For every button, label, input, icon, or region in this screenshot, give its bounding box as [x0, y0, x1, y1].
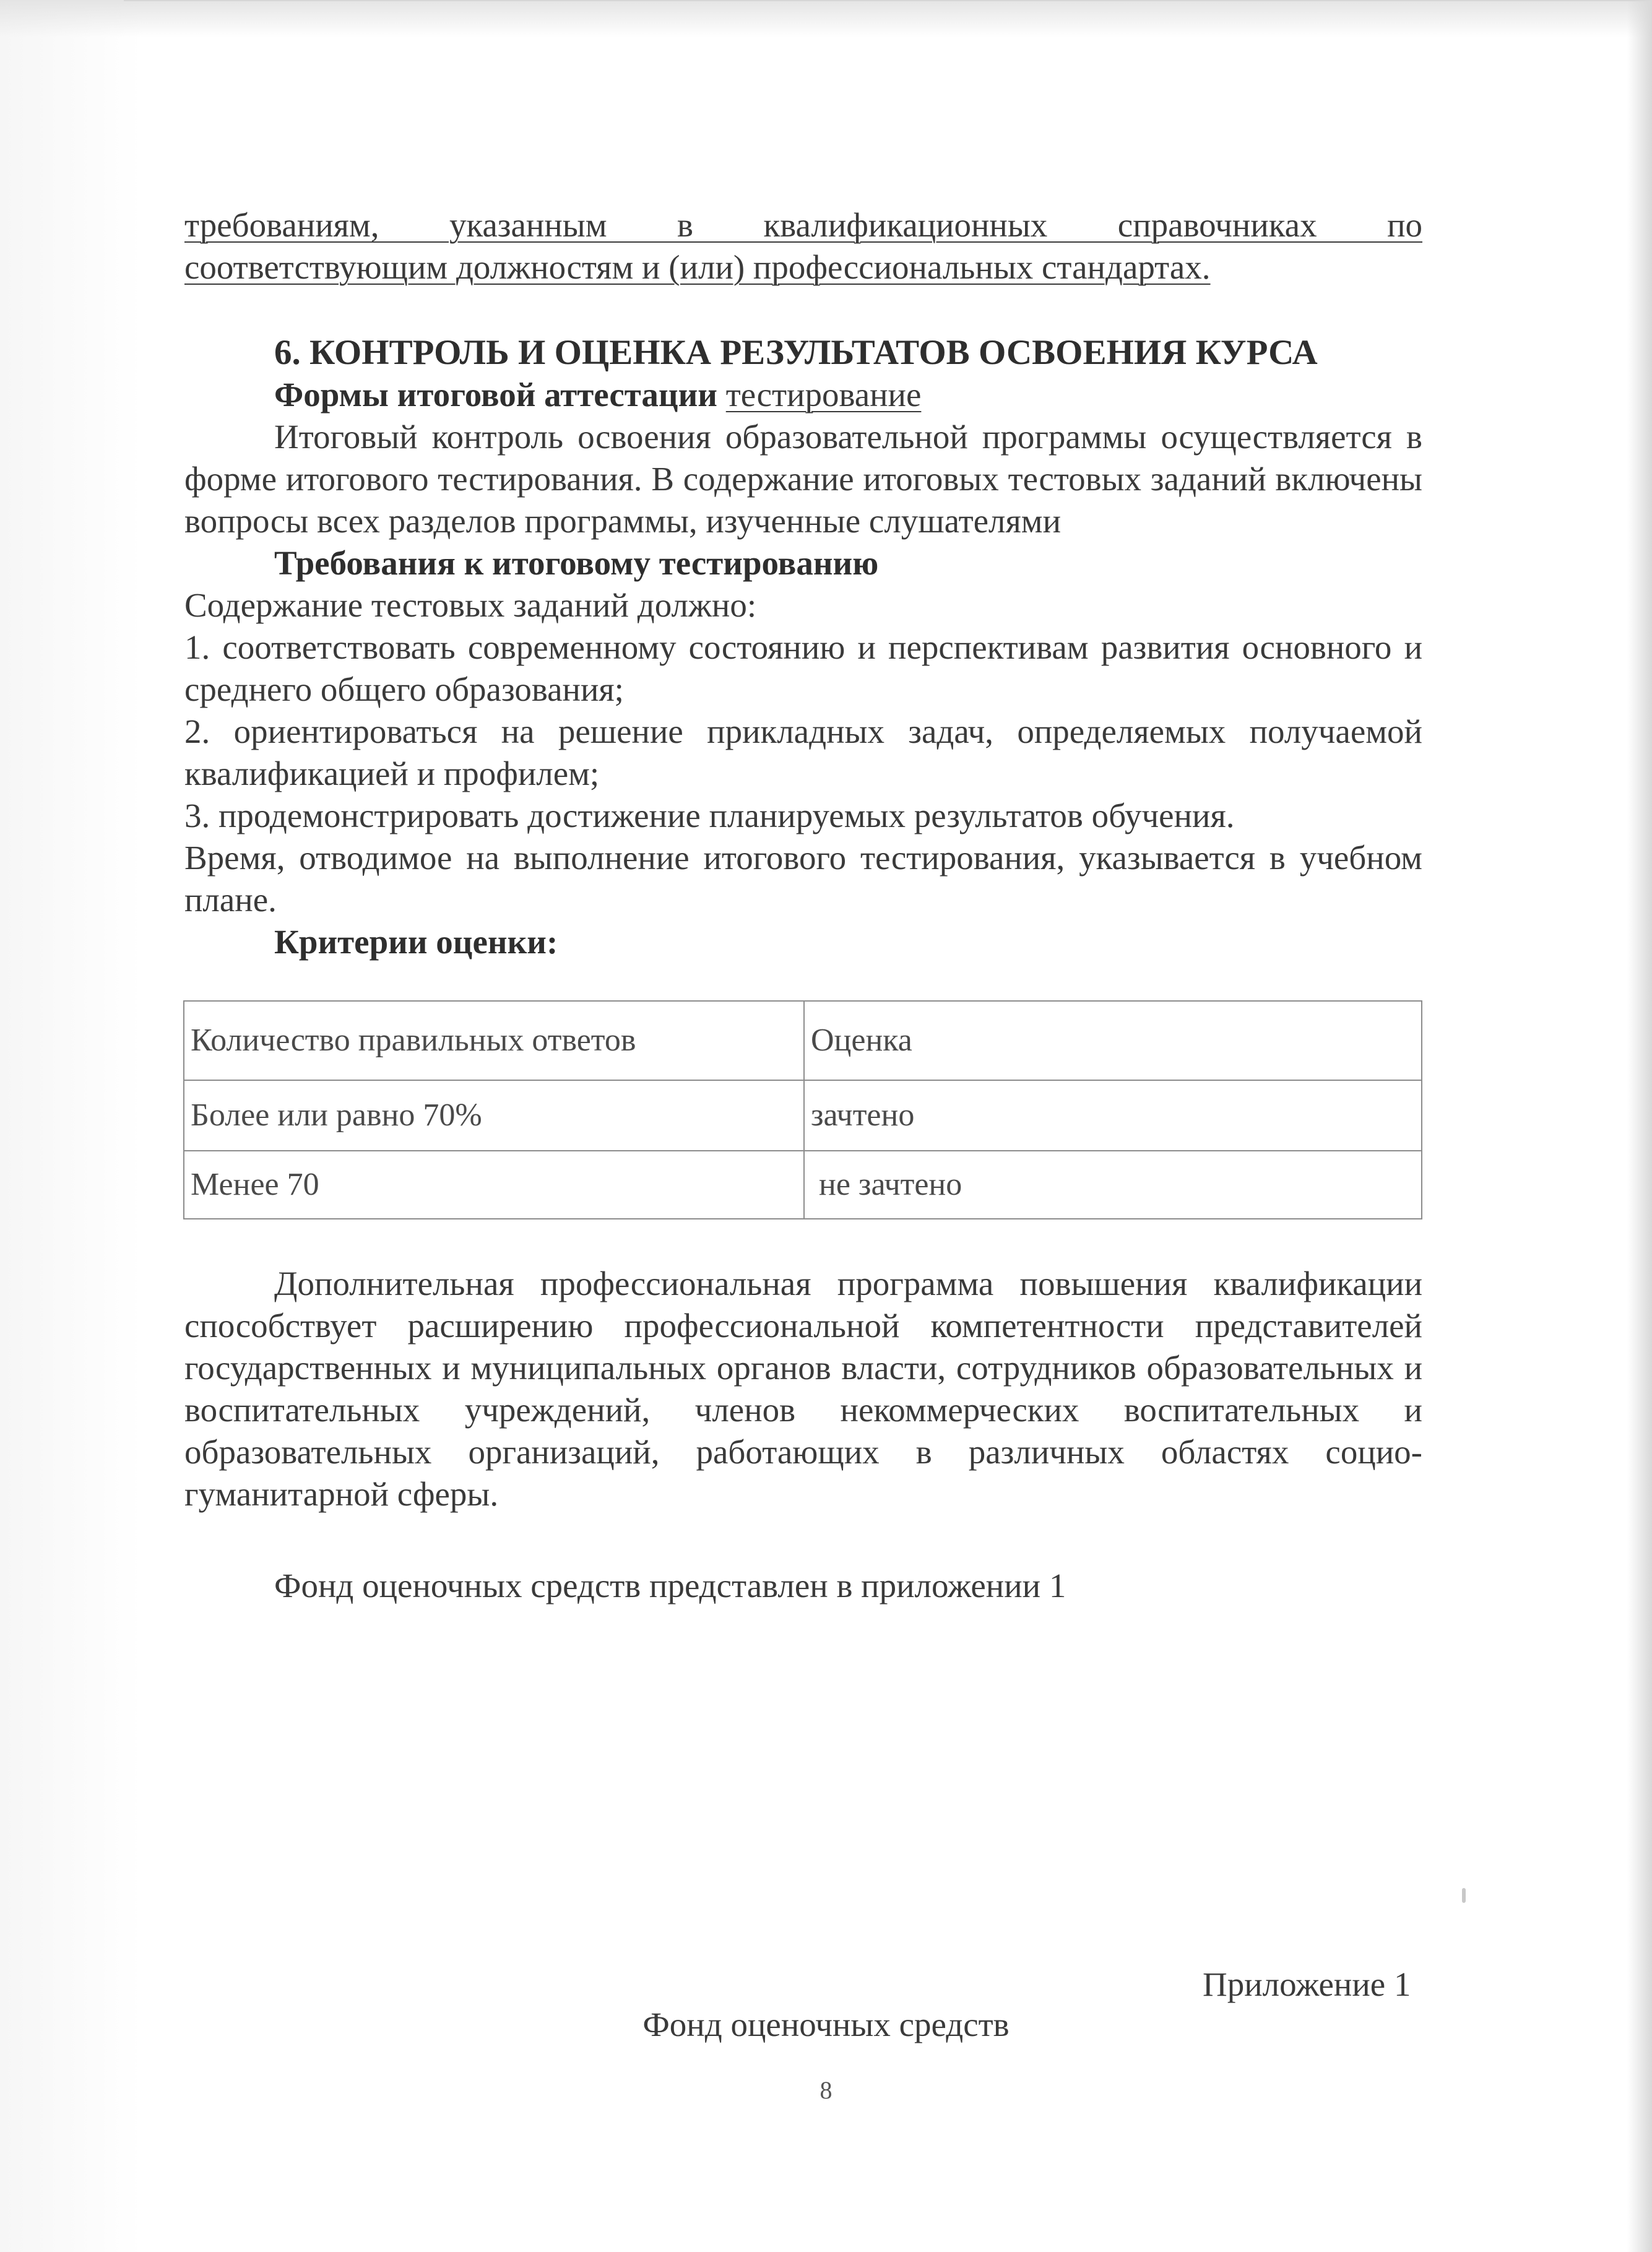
appendix-title: Фонд оценочных средств	[642, 2006, 1010, 2043]
time-paragraph: Время, отводимое на выполнение итогового тестирования, указывается в учебном плане.	[184, 839, 1422, 919]
attestation-forms-line	[184, 374, 1422, 416]
scan-top-shadow	[0, 0, 1652, 37]
cell-grade: не зачтено	[804, 1151, 1422, 1219]
program-paragraph: Дополнительная профессиональная программа повышения квалификации способствует расширению профессиональной компетентности представителей государственных и муниципальных органов власти, сотрудников образовательных и воспитательных учреждений, членов некоммерческих воспитательных и образовательных организаций, работающих в различных областях социо-гуманитарной сферы.	[184, 1265, 1422, 1513]
table-header-row	[184, 1001, 1422, 1080]
scan-fold-line	[124, 0, 1652, 1]
attestation-forms-label: Формы итоговой аттестации	[274, 376, 717, 414]
scan-smudge	[1462, 1888, 1466, 1903]
section-heading: 6. КОНТРОЛЬ И ОЦЕНКА РЕЗУЛЬТАТОВ ОСВОЕНИЯ КУРСА	[274, 333, 1318, 372]
header-grade: Оценка	[804, 1001, 1422, 1080]
cell-grade: зачтено	[804, 1080, 1422, 1151]
requirement-item-3: 3. продемонстрировать достижение планируемых результатов обучения.	[184, 797, 1235, 834]
final-control-paragraph: Итоговый контроль освоения образовательной программы осуществляется в форме итогового тестирования. В содержание итоговых тестовых заданий включены вопросы всех разделов программы, изученные слушателями	[184, 418, 1422, 540]
cell-threshold: Менее 70	[184, 1151, 804, 1219]
intro-line-1: требованиям, указанным в квалификационных справочниках по	[184, 206, 1422, 244]
attestation-forms-value: тестирование	[725, 376, 922, 414]
requirement-item-1: 1. соответствовать современному состоянию и перспективам развития основного и среднего общего образования;	[184, 628, 1422, 708]
fund-reference: Фонд оценочных средств представлен в приложении 1	[274, 1567, 1066, 1605]
scan-right-shadow	[1627, 0, 1652, 2252]
header-correct-answers: Количество правильных ответов	[184, 1001, 804, 1080]
requirement-item-2: 2. ориентироваться на решение прикладных задач, определяемых получаемой квалификацией и профилем;	[184, 712, 1422, 792]
requirements-heading: Требования к итоговому тестированию	[274, 544, 879, 582]
criteria-table	[183, 1000, 1422, 1219]
cell-threshold: Более или равно 70%	[184, 1080, 804, 1151]
criteria-heading: Критерии оценки:	[274, 923, 558, 961]
intro-line-2: соответствующим должностям и (или) профессиональных стандартах.	[184, 248, 1211, 286]
table-row	[184, 1151, 1422, 1219]
scan-edge-shading	[0, 0, 142, 2252]
table-row	[184, 1080, 1422, 1151]
requirements-intro: Содержание тестовых заданий должно:	[184, 586, 757, 624]
page-content	[184, 204, 1422, 1607]
appendix-label: Приложение 1	[1203, 1965, 1411, 2003]
page-number: 8	[820, 2076, 832, 2104]
